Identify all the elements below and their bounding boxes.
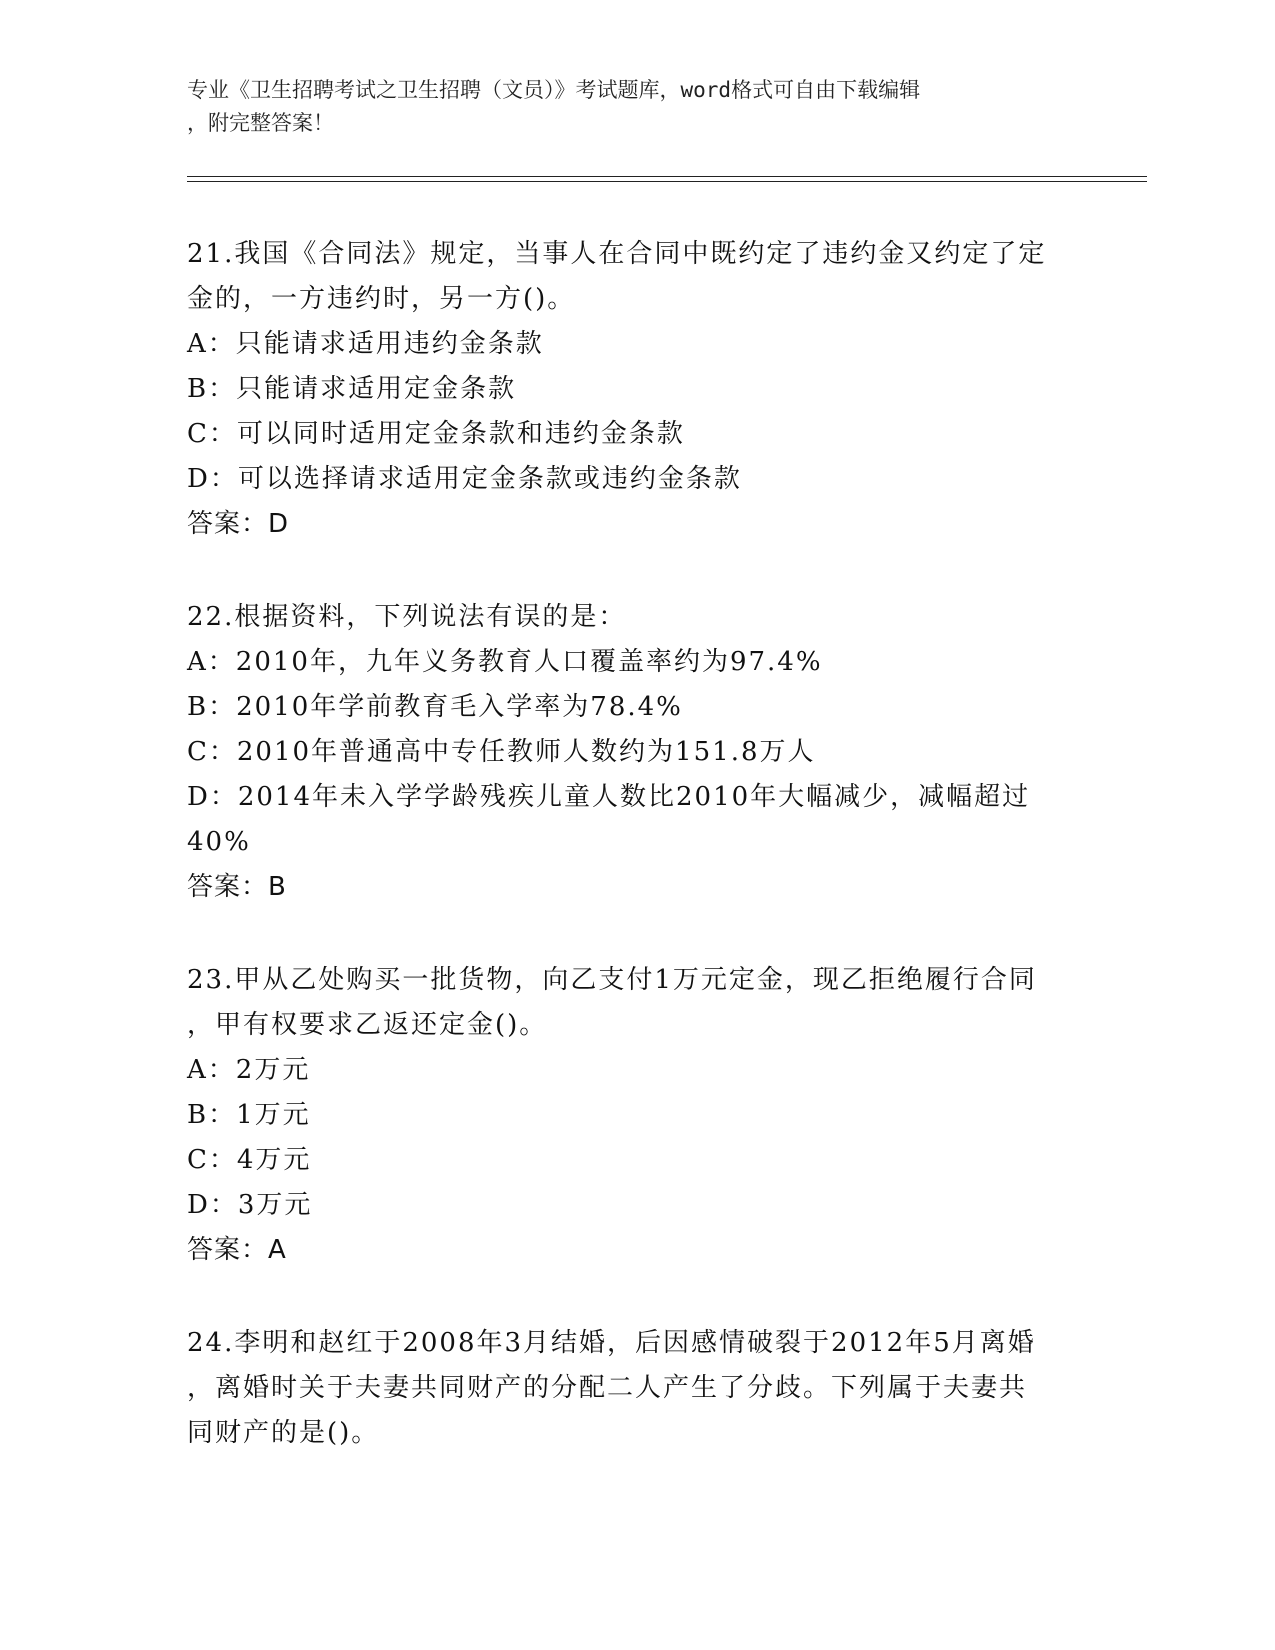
header-divider-top: [187, 176, 1147, 177]
question-stem-line: 同财产的是()。: [187, 1418, 380, 1448]
question-stem-line: ，甲有权要求乙返还定金()。: [187, 1010, 548, 1040]
question-23: [187, 958, 1087, 1273]
question-21: [187, 232, 1087, 547]
answer-label: 答案：D: [187, 509, 290, 539]
answer-label: 答案：A: [187, 1235, 287, 1265]
option-d: D：2014年未入学学龄残疾儿童人数比2010年大幅减少，减幅超过: [187, 782, 1031, 812]
option-b: B：2010年学前教育毛入学率为78.4%: [187, 692, 683, 722]
question-24: [187, 1321, 1087, 1456]
page-header: [187, 74, 1087, 140]
question-stem-line: 21.我国《合同法》规定，当事人在合同中既约定了违约金又约定了定: [187, 239, 1047, 269]
option-d-continued: 40%: [187, 827, 251, 857]
question-stem-line: ，离婚时关于夫妻共同财产的分配二人产生了分歧。下列属于夫妻共: [187, 1373, 1028, 1403]
question-stem-line: 22.根据资料，下列说法有误的是：: [187, 602, 627, 632]
option-b: B：1万元: [187, 1100, 311, 1130]
question-stem-line: 金的，一方违约时，另一方()。: [187, 284, 576, 314]
header-divider-bottom: [187, 181, 1147, 182]
question-stem-line: 23.甲从乙处购买一批货物，向乙支付1万元定金，现乙拒绝履行合同: [187, 965, 1037, 995]
question-22: [187, 595, 1087, 910]
option-a: A：2万元: [187, 1055, 311, 1085]
option-a: A：2010年，九年义务教育人口覆盖率约为97.4%: [187, 647, 823, 677]
header-line-1: 专业《卫生招聘考试之卫生招聘（文员）》考试题库，word格式可自由下载编辑: [187, 78, 921, 102]
answer-label: 答案：B: [187, 872, 287, 902]
option-c: C：4万元: [187, 1145, 312, 1175]
option-c: C：可以同时适用定金条款和违约金条款: [187, 419, 685, 449]
option-a: A：只能请求适用违约金条款: [187, 329, 544, 359]
option-d: D：3万元: [187, 1190, 313, 1220]
header-line-2: ，附完整答案！: [187, 111, 334, 135]
option-b: B：只能请求适用定金条款: [187, 374, 517, 404]
option-c: C：2010年普通高中专任教师人数约为151.8万人: [187, 737, 816, 767]
option-d: D：可以选择请求适用定金条款或违约金条款: [187, 464, 742, 494]
question-stem-line: 24.李明和赵红于2008年3月结婚，后因感情破裂于2012年5月离婚: [187, 1328, 1036, 1358]
